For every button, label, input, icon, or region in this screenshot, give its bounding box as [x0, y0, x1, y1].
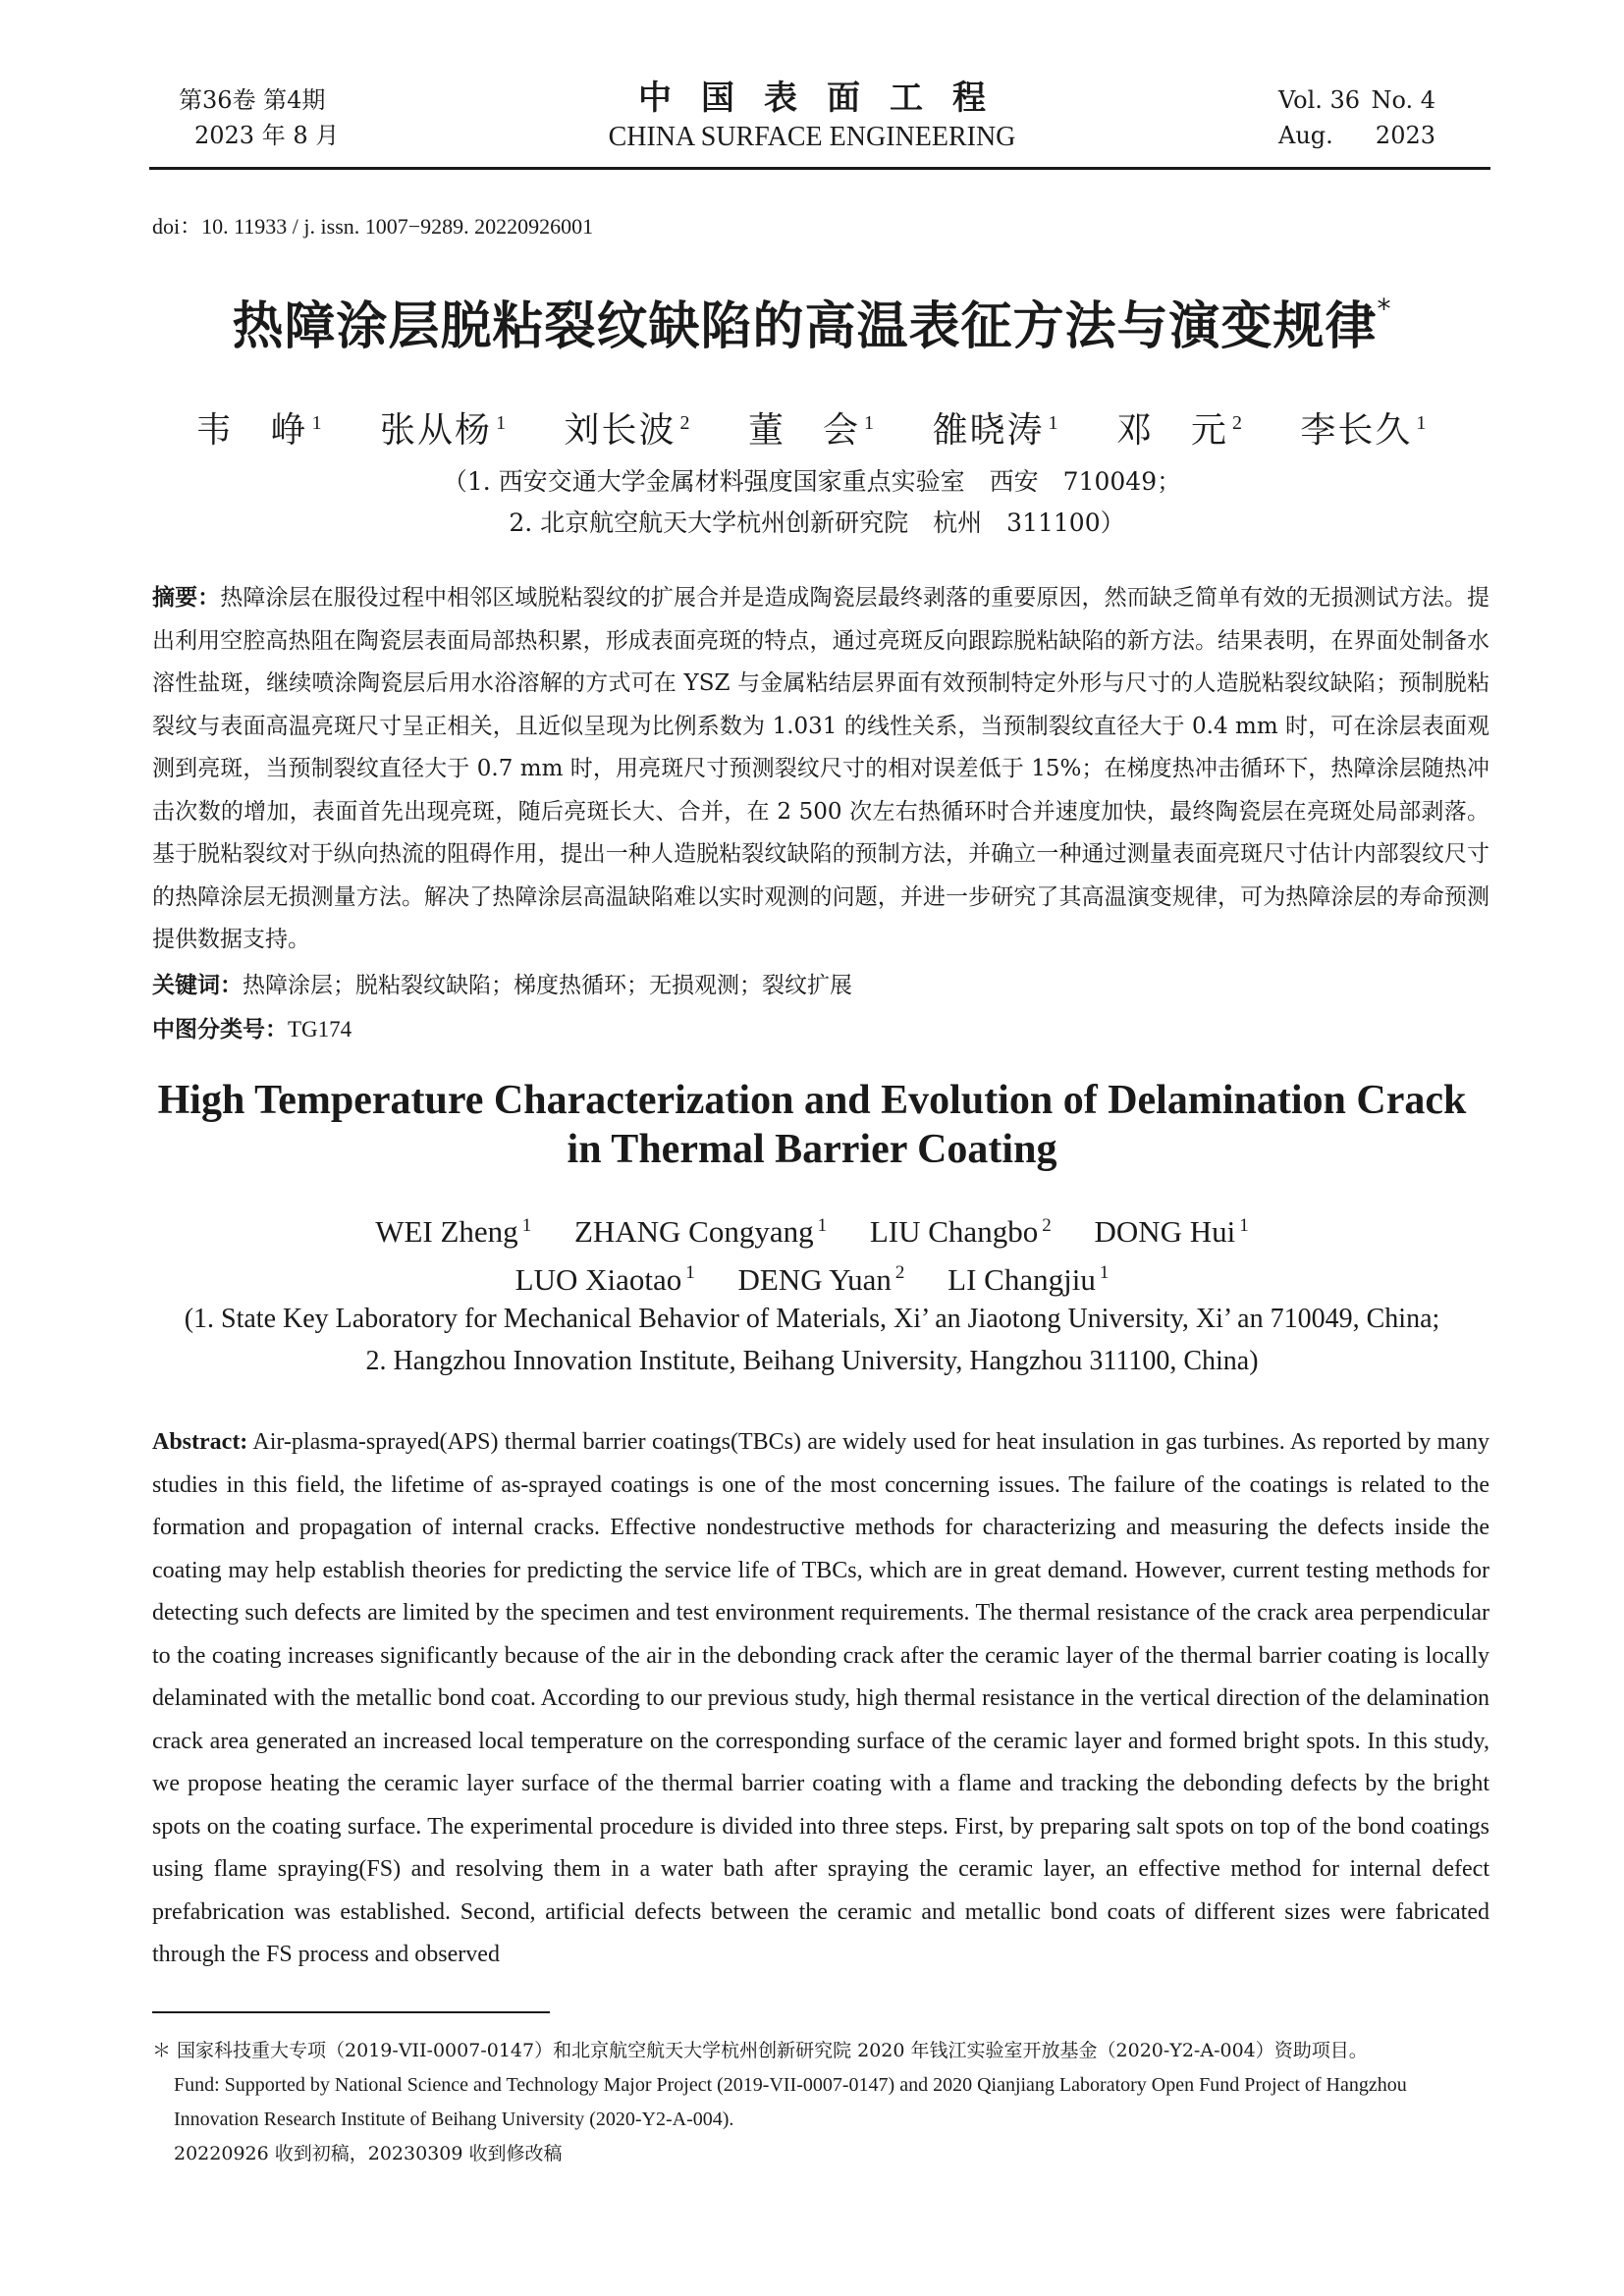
keywords-cn-text: 热障涂层；脱粘裂纹缺陷；梯度热循环；无损观测；裂纹扩展 [243, 973, 852, 998]
author-en: LUO Xiaotao $^1$ [514, 1261, 695, 1297]
authors-en-line-2 [0, 1253, 1624, 1300]
author-cn: 雒晓涛 $^1$ [932, 410, 1060, 451]
keywords-cn-label: 关键词： [152, 973, 243, 998]
affiliation-cn-1: （1. 西安交通大学金属材料强度国家重点实验室 西安 710049； [442, 467, 1182, 496]
title-en-line-2: in Thermal Barrier Coating [567, 1127, 1057, 1172]
header-right [1278, 82, 1435, 153]
month-en: Aug. [1278, 122, 1333, 149]
title-en [0, 1076, 1624, 1174]
author-en: ZHANG Congyang $^1$ [573, 1214, 828, 1250]
doi: doi：10. 11933 / j. issn. 1007−9289. 20220926001 [152, 214, 594, 239]
author-en: LI Changjiu $^1$ [947, 1261, 1110, 1297]
author-en: LIU Changbo $^2$ [869, 1214, 1052, 1250]
affiliation-en-1: (1. State Key Laboratory for Mechanical Behavior of Materials, Xi’ an Jiaotong University, Xi’ an 710049, China; [184, 1304, 1440, 1334]
abstract-en-label: Abstract: [152, 1429, 248, 1455]
classification-cn [152, 1011, 352, 1043]
footnote [152, 2034, 1489, 2171]
author-en: WEI Zheng $^1$ [375, 1214, 532, 1250]
authors-en [0, 1205, 1624, 1301]
abstract-en [152, 1421, 1489, 1977]
affiliation-en-2: 2. Hangzhou Innovation Institute, Beihang University, Hangzhou 311100, China) [365, 1346, 1259, 1376]
footnote-received: 20220926 收到初稿，20230309 收到修改稿 [174, 2143, 563, 2164]
author-en: DENG Yuan $^2$ [737, 1261, 905, 1297]
date-cn: 2023 年 8 月 [194, 122, 340, 149]
author-cn: 邓 元 $^2$ [1115, 410, 1244, 451]
volume-en: Vol. 36 [1278, 86, 1361, 114]
journal-name-en: CHINA SURFACE ENGINEERING [608, 122, 1016, 152]
abstract-cn-text: 热障涂层在服役过程中相邻区域脱粘裂纹的扩展合并是造成陶瓷层最终剥落的重要原因，然而缺乏简单有效的无损测试方法。提出利用空腔高热阻在陶瓷层表面局部热积累，形成表面亮斑的特点，通过亮斑反向跟踪脱粘缺陷的新方法。结果表明，在界面处制备水溶性盐斑，继续喷涂陶瓷层后用水浴溶解的方式可在 YSZ 与金属粘结层界面有效预制特定外形与尺寸的人造脱粘裂纹缺陷；预制脱粘裂纹与表面高温亮斑尺寸呈正相关，且近似呈现为比例系数为 1.031 的线性关系，当预制裂纹直径大于 0.4 mm 时，可在涂层表面观测到亮斑，当预制裂纹直径大于 0.7 mm 时，用亮斑尺寸预测裂纹尺寸的相对误差低于 15%；在梯度热冲击循环下，热障涂层随热冲击次数的增加，表面首先出现亮斑，随后亮斑长大、合并，在 2 500 次左右热循环时合并速度加快，最终陶瓷层在亮斑处局部剥落。基于脱粘裂纹对于纵向热流的阻碍作用，提出一种人造脱粘裂纹缺陷的预制方法，并确立一种通过测量表面亮斑尺寸估计内部裂纹尺寸的热障涂层无损测量方法。解决了热障涂层高温缺陷难以实时观测的问题，并进一步研究了其高温演变规律，可为热障涂层的寿命预测提供数据支持。 [152, 585, 1490, 952]
year-en: 2023 [1375, 122, 1435, 149]
affiliations-en [0, 1298, 1624, 1382]
title-cn-footnote-mark: * [1377, 292, 1392, 325]
volume-issue-cn: 第36卷 第4期 [179, 86, 326, 114]
footnote-fund-cn: ＊ 国家科技重大专项（2019-VII-0007-0147）和北京航空航天大学杭州创新研究院 2020 年钱江实验室开放基金（2020-Y2-A-004）资助项目。 [152, 2040, 1368, 2061]
abstract-cn-label: 摘要： [152, 585, 221, 611]
author-cn: 李长久 $^1$ [1300, 410, 1429, 451]
title-en-line-1: High Temperature Characterization and Evolution of Delamination Crack [157, 1078, 1467, 1123]
abstract-cn [152, 577, 1489, 962]
abstract-en-text: Air-plasma-sprayed(APS) thermal barrier coatings(TBCs) are widely used for heat insulation in gas turbines. As reported by many studies in this field, the lifetime of as-sprayed coatings is one of the most concerning issues. The failure of the coatings is related to the formation and propagation of internal cracks. Effective nondestructive methods for characterizing and measuring the defects inside the coating may help establish theories for predicting the service life of TBCs, which are in great demand. However, current testing methods for detecting such defects are limited by the specimen and test environment requirements. The thermal resistance of the crack area perpendicular to the coating increases significantly because of the air in the debonding crack after the ceramic layer of the thermal barrier coating is locally delaminated with the metallic bond coat. According to our previous study, high thermal resistance in the vertical direction of the delamination crack area generated an increased local temperature on the corresponding surface of the ceramic layer and formed bright spots. In this study, we propose heating the ceramic layer surface of the thermal barrier coating with a flame and tracking the debonding defects by the bright spots on the coating surface. The experimental procedure is divided into three steps. First, by preparing salt spots on top of the bond coatings using flame spraying(FS) and resolving them in a water bath after spraying the ceramic layer, an effective method for internal defect prefabrication was established. Second, artificial defects between the ceramic and metallic bond coats of different sizes were fabricated through the FS process and observed [152, 1429, 1489, 1967]
authors-en-line-1 [0, 1205, 1624, 1253]
authors-cn [0, 402, 1624, 453]
footnote-rule [152, 2011, 550, 2013]
footnote-fund-en-1: Fund: Supported by National Science and Technology Major Project (2019-VII-0007-0147) and 2020 Qianjiang Laboratory Open Fund Project of Hangzhou [174, 2074, 1407, 2096]
author-cn: 刘长波 $^2$ [564, 410, 692, 451]
author-cn: 张从杨 $^1$ [380, 410, 509, 451]
author-cn: 韦 峥 $^1$ [195, 410, 324, 451]
classification-cn-text: TG174 [288, 1017, 352, 1041]
journal-name-cn: 中国表面工程 [638, 79, 1015, 118]
keywords-cn [152, 967, 852, 999]
author-cn: 董 会 $^1$ [747, 410, 876, 451]
affiliation-cn-2: 2. 北京航空航天大学杭州创新研究院 杭州 311100） [509, 508, 1125, 537]
title-cn [0, 285, 1624, 358]
author-en: DONG Hui $^1$ [1094, 1214, 1249, 1250]
affiliations-cn [0, 461, 1624, 544]
title-cn-text: 热障涂层脱粘裂纹缺陷的高温表征方法与演变规律 [232, 297, 1378, 356]
footnote-fund-en-2: Innovation Research Institute of Beihang University (2020-Y2-A-004). [174, 2109, 734, 2130]
issue-en: No. 4 [1371, 86, 1435, 114]
classification-cn-label: 中图分类号： [152, 1017, 288, 1042]
header-rule [149, 167, 1490, 170]
